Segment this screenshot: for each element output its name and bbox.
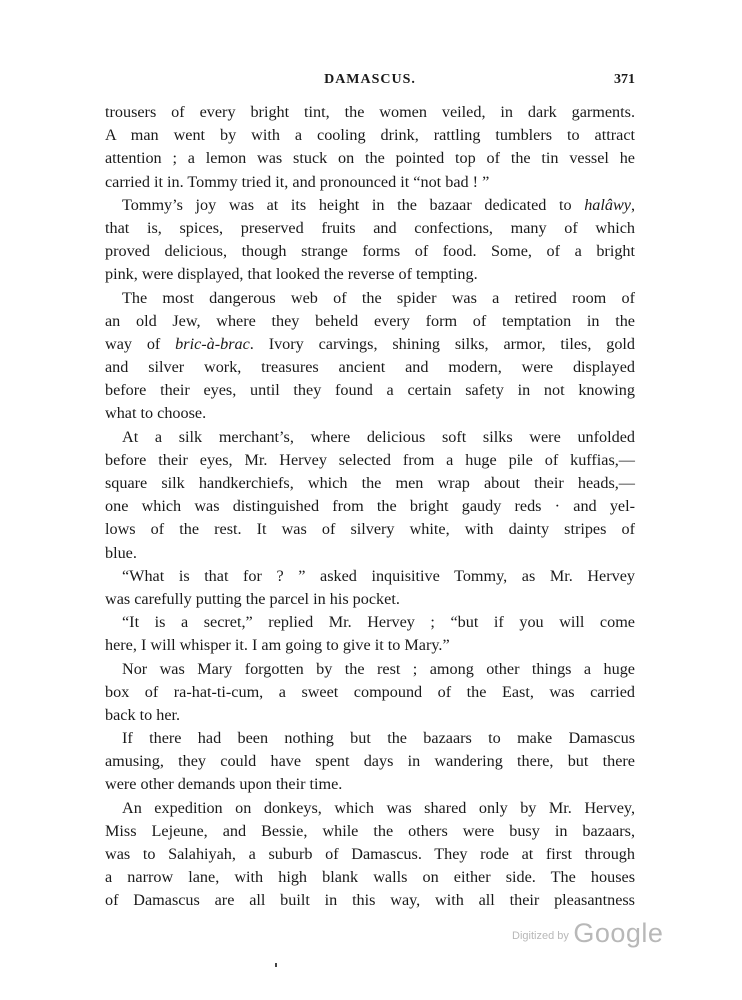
text-line: Tommy’s joy was at its height in the bazaar dedicated to halâwy, xyxy=(122,195,635,214)
text-line: before their eyes, Mr. Hervey selected from a huge pile of kuffias,— xyxy=(105,450,635,469)
text-line: “What is that for ? ” asked inquisitive Tommy, as Mr. Hervey xyxy=(122,566,635,585)
text-line: The most dangerous web of the spider was a retired room of xyxy=(122,288,635,307)
text-line: was carefully putting the parcel in his pocket. xyxy=(105,589,400,608)
text-line: what to choose. xyxy=(105,404,207,423)
page-header xyxy=(105,72,635,92)
text-line: attention ; a lemon was stuck on the pointed top of the tin vessel he xyxy=(105,149,635,168)
text-line: back to her. xyxy=(105,705,181,724)
text-line: amusing, they could have spent days in wandering there, but there xyxy=(105,752,635,771)
text-line: a narrow lane, with high blank walls on either side. The houses xyxy=(105,868,635,887)
text-line: here, I will whisper it. I am going to give it to Mary.” xyxy=(105,636,450,655)
text-line: was to Salahiyah, a suburb of Damascus. They rode at first through xyxy=(105,845,635,863)
text-line: “It is a secret,” replied Mr. Hervey ; “but if you will come xyxy=(122,613,635,632)
text-line: that is, spices, preserved fruits and confections, many of which xyxy=(105,218,635,237)
running-title: DAMASCUS. xyxy=(324,72,416,87)
text-line: carried it in. Tommy tried it, and pronounced it “not bad ! ” xyxy=(105,172,490,191)
google-logo: Google xyxy=(573,918,664,948)
text-line: lows of the rest. It was of silvery white, with dainty stripes of xyxy=(105,520,635,539)
text-line: A man went by with a cooling drink, rattling tumblers to attract xyxy=(105,126,635,145)
text-line: one which was distinguished from the bright gaudy reds · and yel- xyxy=(105,497,635,516)
text-line: proved delicious, though strange forms of food. Some, of a bright xyxy=(105,242,635,261)
text-line: before their eyes, until they found a certain safety in not knowing xyxy=(105,381,635,400)
text-line: If there had been nothing but the bazaars to make Damascus xyxy=(122,729,635,748)
text-line: blue. xyxy=(105,543,137,562)
text-line: way of bric-à-brac. Ivory carvings, shining silks, armor, tiles, gold xyxy=(105,334,636,353)
text-line: box of ra-hat-ti-cum, a sweet compound of the East, was carried xyxy=(105,682,635,701)
text-line: At a silk merchant’s, where delicious soft silks were unfolded xyxy=(122,427,635,446)
body-text xyxy=(105,101,635,913)
page-number: 371 xyxy=(614,72,635,87)
digitized-watermark xyxy=(512,918,663,949)
text-line: an old Jew, where they beheld every form of temptation in the xyxy=(105,311,635,330)
text-line: pink, were displayed, that looked the reverse of tempting. xyxy=(105,265,478,284)
watermark-prefix: Digitized by xyxy=(512,930,569,942)
text-line: square silk handkerchiefs, which the men wrap about their heads,— xyxy=(105,474,635,492)
text-line: Nor was Mary forgotten by the rest ; among other things a huge xyxy=(122,659,635,678)
text-line: were other demands upon their time. xyxy=(105,775,343,794)
text-line: of Damascus are all built in this way, with all their pleasantness xyxy=(105,891,635,910)
text-line: trousers of every bright tint, the women veiled, in dark garments. xyxy=(105,103,635,121)
text-line: Miss Lejeune, and Bessie, while the others were busy in bazaars, xyxy=(105,821,635,840)
text-line: and silver work, treasures ancient and modern, were displayed xyxy=(105,358,635,377)
text-line: An expedition on donkeys, which was shared only by Mr. Hervey, xyxy=(122,798,635,817)
scan-speck xyxy=(275,963,277,967)
